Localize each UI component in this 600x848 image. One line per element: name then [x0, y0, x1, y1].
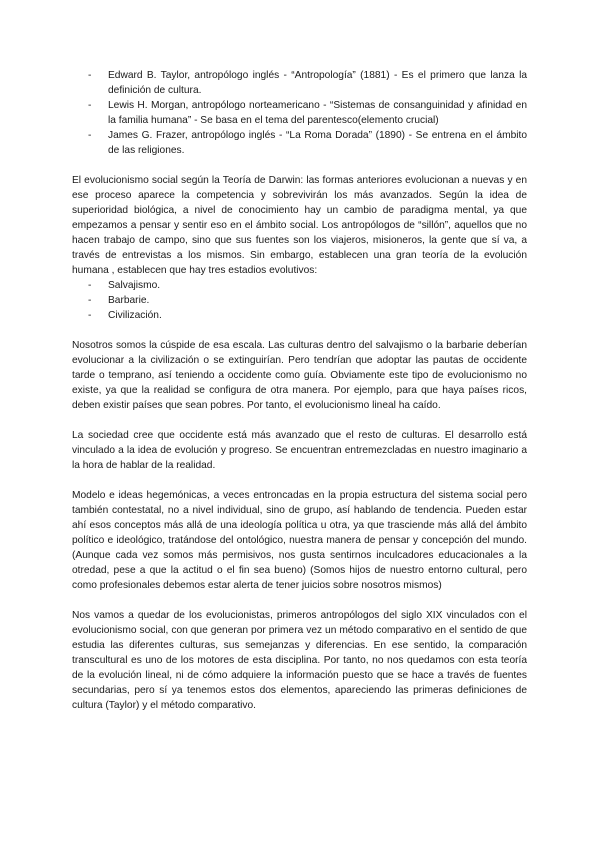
list-item-salvajismo: - Salvajismo.: [72, 278, 527, 293]
list-item-civilizacion: - Civilización.: [72, 308, 527, 323]
paragraph-evolucionismo-social: El evolucionismo social según la Teoría de Darwin: las formas anteriores evolucionan a nuevas y en ese proceso aparece la competencia y sobrevivirán los más avanzados. Según la idea de superioridad biológica, a nivel de conocimiento hay un cambio de paradigma mental, ya que empezamos a pensar y sentir eso en el ámbito social. Los antropólogos de “sillón”, aquellos que no hacen trabajo de campo, sino que sus fuentes son los viajeros, misioneros, la gente que sí va, a través de entrevistas a los mismos. Sin embargo, establecen una gran teoría de la evolución humana , establecen que hay tres estadios evolutivos:: [72, 175, 527, 276]
list-item-morgan: - Lewis H. Morgan, antropólogo norteamericano - “Sistemas de consanguinidad y afinidad en la familia humana” - Se basa en el tema del parentesco(elemento crucial): [72, 98, 527, 128]
paragraph-metodo-comparativo: Nos vamos a quedar de los evolucionistas, primeros antropólogos del siglo XIX vinculados con el evolucionismo social, con que generan por primera vez un método comparativo en el sentido de que estudia las diferentes culturas, sus semejanzas y diferencias. En ese sentido, la comparación transcultural es uno de los motores de esta disciplina. Por tanto, no nos quedamos con esta teoría de la evolución lineal, ni de cómo adquiere la información puesto que se hace a través de fuentes secundarias, pero sí ya tenemos estos dos elementos, apareciendo las primeras definiciones de cultura (Taylor) y el método comparativo.: [72, 610, 527, 711]
paragraph-cuspide: Nosotros somos la cúspide de esa escala. Las culturas dentro del salvajismo o la barbarie deberían evolucionar a la civilización o se extinguirían. Pero tendrían que adoptar las pautas de occidente tarde o temprano, así teniendo a occidente como guía. Obviamente este tipo de evolucionismo no existe, ya que la realidad se configura de otra manera. Por ejemplo, para que haya países ricos, deben existir países que sean pobres. Por tanto, el evolucionismo lineal ha caído.: [72, 340, 527, 411]
authors-list: [72, 68, 527, 158]
stages-list: [72, 278, 527, 323]
list-item-barbarie: - Barbarie.: [72, 293, 527, 308]
list-item-taylor: - Edward B. Taylor, antropólogo inglés - “Antropología” (1881) - Es el primero que lanza la definición de cultura.: [72, 68, 527, 98]
paragraph-hegemonia: Modelo e ideas hegemónicas, a veces entroncadas en la propia estructura del sistema social pero también contestatal, no a nivel individual, sino de grupo, así hablando de tendencia. Pueden estar ahí esos conceptos más allá de una ideología política u otra, ya que trasciende más allá del ámbito político e ideológico, tratándose del ontológico, nuestra manera de pensar y concepción del mundo. (Aunque cada vez somos más permisivos, nos gusta sentirnos inculcadores educacionales a la otredad, pese a que la actitud o el fin sea bueno) (Somos hijos de nuestro entorno cultural, pero como profesionales debemos estar alerta de tener juicios sobre nosotros mismos): [72, 490, 527, 591]
document-page: [72, 68, 527, 713]
paragraph-occidente: La sociedad cree que occidente está más avanzado que el resto de culturas. El desarrollo está vinculado a la idea de evolución y progreso. Se encuentran entremezcladas en nuestro imaginario a la hora de hablar de la realidad.: [72, 430, 527, 471]
list-item-frazer: - James G. Frazer, antropólogo inglés - “La Roma Dorada” (1890) - Se entrena en el ámbito de las religiones.: [72, 128, 527, 158]
